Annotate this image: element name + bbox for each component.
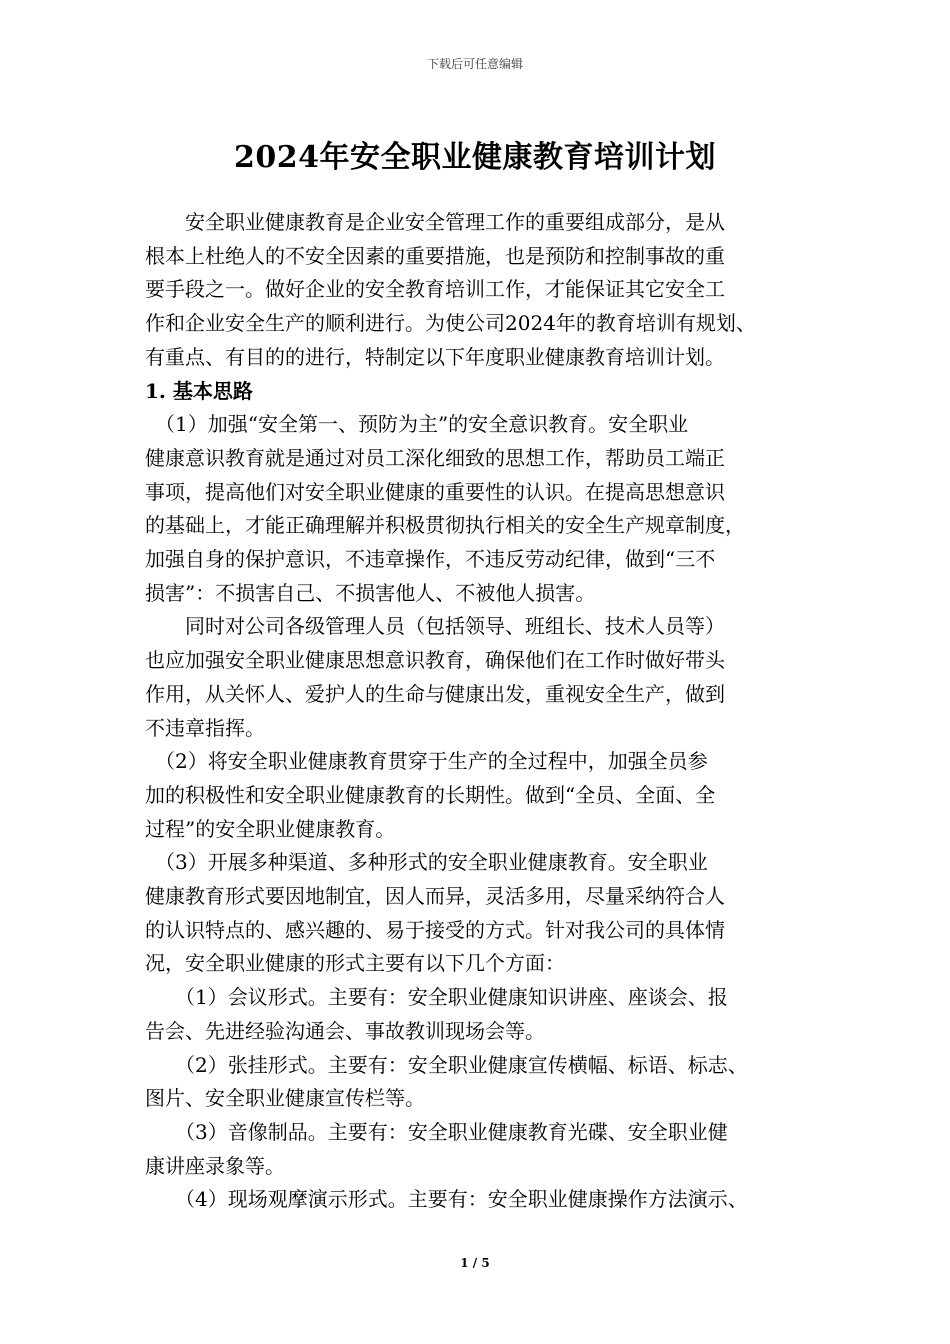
body-line: 作用，从关怀人、爱护人的生命与健康出发，重视安全生产，做到 [145,681,725,706]
body-line: 根本上杜绝人的不安全因素的重要措施，也是预防和控制事故的重 [145,243,725,268]
body-line: 也应加强安全职业健康思想意识教育，确保他们在工作时做好带头 [145,648,725,673]
body-line: 的认识特点的、感兴趣的、易于接受的方式。针对我公司的具体情 [145,917,725,942]
body-line: 健康意识教育就是通过对员工深化细致的思想工作，帮助员工端正 [145,445,725,470]
body-line: （1）会议形式。主要有：安全职业健康知识讲座、座谈会、报 [145,985,728,1010]
body-line: 加强自身的保护意识，不违章操作，不违反劳动纪律，做到“三不 [145,547,716,572]
body-line: 要手段之一。做好企业的安全教育培训工作，才能保证其它安全工 [145,277,725,302]
body-line: （2）张挂形式。主要有：安全职业健康宣传横幅、标语、标志、 [145,1052,748,1077]
body-line: （2）将安全职业健康教育贯穿于生产的全过程中，加强全员参 [145,749,708,774]
section-heading: 1. 基本思路 [145,378,253,403]
body-line: 况，安全职业健康的形式主要有以下几个方面： [145,951,565,976]
document-title: 2024年安全职业健康教育培训计划 [234,140,716,175]
body-line: 安全职业健康教育是企业安全管理工作的重要组成部分，是从 [145,210,725,234]
page-number: 1 / 5 [460,1256,490,1270]
body-line: 告会、先进经验沟通会、事故教训现场会等。 [145,1018,545,1043]
body-line: 康讲座录象等。 [145,1153,285,1178]
body-line: 作和企业安全生产的顺利进行。为使公司2024年的教育培训有规划、 [145,311,756,336]
body-line: 损害”：不损害自己、不损害他人、不被他人损害。 [145,580,596,605]
body-line: 加的积极性和安全职业健康教育的长期性。做到“全员、全面、全 [145,782,716,807]
body-line: （4）现场观摩演示形式。主要有：安全职业健康操作方法演示、 [145,1187,748,1212]
body-line: 不违章指挥。 [145,715,265,740]
page-header-note: 下载后可任意编辑 [426,57,523,71]
body-line: （3）开展多种渠道、多种形式的安全职业健康教育。安全职业 [145,850,708,875]
document-body [145,206,817,1217]
body-line: 健康教育形式要因地制宜，因人而异，灵活多用，尽量采纳符合人 [145,884,725,909]
body-line: （1）加强“安全第一、预防为主”的安全意识教育。安全职业 [145,412,689,437]
body-line: 的基础上，才能正确理解并积极贯彻执行相关的安全生产规章制度， [145,513,745,538]
body-line: 事项，提高他们对安全职业健康的重要性的认识。在提高思想意识 [145,479,725,504]
body-line: 有重点、有目的的进行，特制定以下年度职业健康教育培训计划。 [145,344,725,369]
body-line: 过程”的安全职业健康教育。 [145,816,396,841]
body-line: 同时对公司各级管理人员（包括领导、班组长、技术人员等） [145,614,725,639]
body-line: 图片、安全职业健康宣传栏等。 [145,1086,425,1111]
body-line: （3）音像制品。主要有：安全职业健康教育光碟、安全职业健 [145,1119,728,1144]
